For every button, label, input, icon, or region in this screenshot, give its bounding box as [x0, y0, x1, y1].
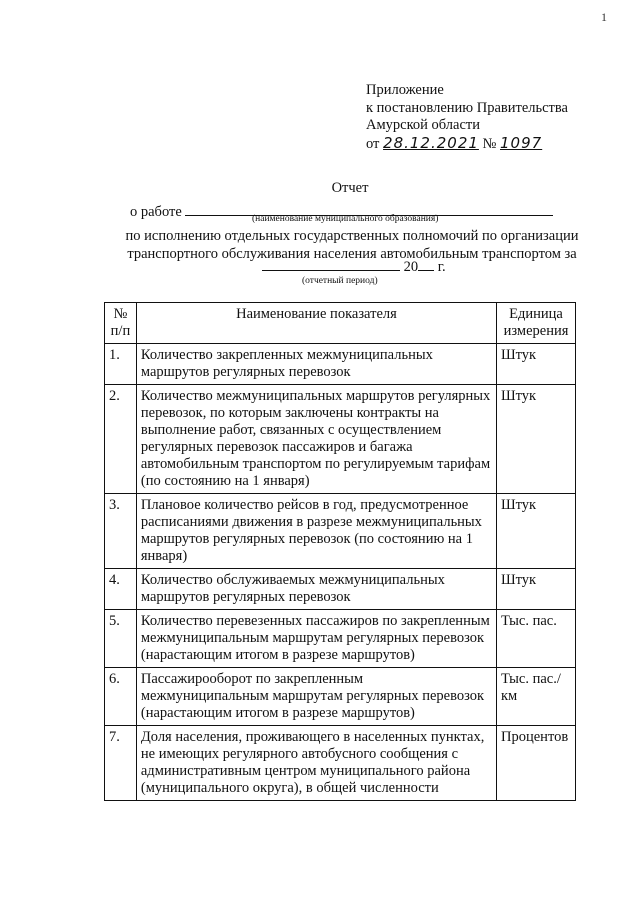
row-unit: Штук: [497, 385, 576, 494]
report-description: по исполнению отдельных государственных полномочий по организации транспортного обслуживания населения автомобильным транспортом за: [125, 228, 579, 262]
year-suffix: г.: [437, 259, 446, 275]
row-unit: Процентов: [497, 726, 576, 801]
table-row: [105, 569, 576, 610]
row-num: 2.: [105, 385, 137, 494]
table-row: [105, 726, 576, 801]
header-name: Наименование показателя: [136, 303, 496, 344]
about-prefix: о работе: [130, 204, 182, 220]
row-num: 3.: [105, 494, 137, 569]
row-name: Количество перевезенных пассажиров по закрепленным межмуниципальным маршрутам регулярных перевозок (нарастающим итогом в разрезе маршрутов): [136, 610, 496, 668]
municipality-caption: (наименование муниципального образования): [252, 214, 439, 224]
year-prefix: 20: [403, 259, 419, 275]
row-name: Пассажирооборот по закрепленным межмуниципальным маршрутам регулярных перевозок (нарастающим итогом в разрезе маршрутов): [136, 668, 496, 726]
table-row: [105, 610, 576, 668]
header-num: № п/п: [105, 303, 137, 344]
table-row: [105, 385, 576, 494]
table-header-row: [105, 303, 576, 344]
row-num: 6.: [105, 668, 137, 726]
table-row: [105, 494, 576, 569]
page-mark: 1: [601, 10, 607, 24]
year-blank-line: [418, 258, 434, 271]
date-prefix: от: [366, 135, 380, 152]
row-name: Количество межмуниципальных маршрутов регулярных перевозок, по которым заключены контракты на выполнение работ, связанных с осуществлением регулярных перевозок пассажиров и багажа автомобильным транспортом по регулируемым тарифам (по состоянию на 1 января): [136, 385, 496, 494]
report-title: Отчет: [331, 180, 369, 196]
row-unit: Тыс. пас.: [497, 610, 576, 668]
header-unit: Единица измерения: [497, 303, 576, 344]
row-num: 5.: [105, 610, 137, 668]
row-num: 1.: [105, 344, 137, 385]
indicators-table: [104, 302, 576, 801]
row-unit: Тыс. пас./км: [497, 668, 576, 726]
appendix-region: Амурской области: [366, 117, 480, 133]
appendix-block: [366, 82, 568, 153]
appendix-resolution: к постановлению Правительства: [366, 99, 568, 116]
handwritten-number: 1097: [500, 133, 543, 152]
row-name: Количество закрепленных межмуниципальных маршрутов регулярных перевозок: [136, 344, 496, 385]
row-name: Плановое количество рейсов в год, предусмотренное расписаниями движения в разрезе межмуниципальных маршрутов регулярных перевозок (по состоянию на 1 января): [136, 494, 496, 569]
period-line: [262, 258, 446, 276]
row-name: Количество обслуживаемых межмуниципальных маршрутов регулярных перевозок: [136, 569, 496, 610]
handwritten-date: 28.12.2021: [383, 133, 479, 152]
number-sign: №: [482, 135, 497, 152]
row-unit: Штук: [497, 569, 576, 610]
row-num: 4.: [105, 569, 137, 610]
table-row: [105, 344, 576, 385]
row-num: 7.: [105, 726, 137, 801]
appendix-title: Приложение: [366, 82, 444, 98]
table-row: [105, 668, 576, 726]
period-caption: (отчетный период): [302, 276, 378, 286]
row-name: Доля населения, проживающего в населенных пунктах, не имеющих регулярного автобусного сообщения с административным центром муниципального района (муниципального округа), в общей численности: [136, 726, 496, 801]
row-unit: Штук: [497, 344, 576, 385]
period-blank-line: [262, 258, 400, 271]
row-unit: Штук: [497, 494, 576, 569]
appendix-date-line: [366, 135, 568, 154]
